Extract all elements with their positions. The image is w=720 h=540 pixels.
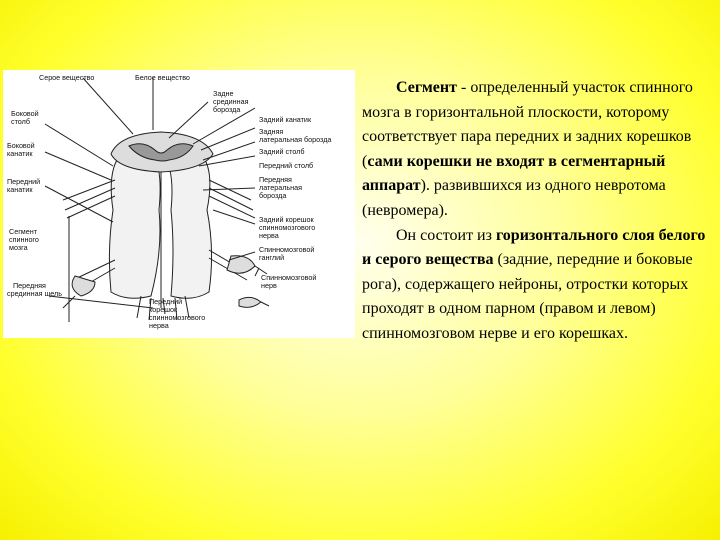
label-spinal-ganglion-1: Спинномозговой (259, 245, 315, 254)
label-posterolateral-sulcus-2: латеральная борозда (259, 135, 332, 144)
label-anterior-root-3: спинномозгового (149, 313, 206, 322)
paragraph-composition (362, 224, 707, 347)
term-segment: Сегмент (396, 79, 457, 96)
label-anterior-funiculus-1: Передний (7, 177, 41, 186)
label-anterolateral-sulcus-2: латеральная (259, 183, 303, 192)
label-segment-1: Сегмент (9, 227, 38, 236)
label-anterior-root-1: Передний (149, 297, 183, 306)
label-posterior-root-3: нерва (259, 231, 279, 240)
label-posterior-funiculus: Задний канатик (259, 115, 312, 124)
label-posterior-root-2: спинномозгового (259, 223, 316, 232)
label-anterior-root-2: корешок (149, 305, 178, 314)
label-lateral-column-2: столб (11, 117, 30, 126)
label-anterior-median-fissure-2: срединная щель (7, 289, 62, 298)
label-segment-3: мозга (9, 243, 28, 252)
slide-text (362, 76, 707, 347)
label-posterior-median-sulcus-3: борозда (213, 105, 241, 114)
label-posterolateral-sulcus-1: Задняя (259, 127, 284, 136)
roots-note: сами корешки не входят в сегментарный аппарат (362, 152, 666, 195)
composition-emphasis: горизонтального слоя белого и серого вещества (362, 226, 706, 269)
label-spinal-nerve-1: Спинномозговой (261, 273, 317, 282)
paragraph-segment-definition (362, 76, 707, 224)
label-gray-matter: Серое вещество (39, 73, 95, 82)
label-anterolateral-sulcus-1: Передняя (259, 175, 292, 184)
definition-end: ). развившихся из одного невротома (невромера). (362, 177, 666, 219)
label-anterior-funiculus-2: канатик (7, 185, 33, 194)
label-lateral-column-1: Боковой (11, 109, 39, 118)
label-posterior-horn: Задний столб (259, 147, 305, 156)
label-anterolateral-sulcus-3: борозда (259, 191, 287, 200)
label-anterior-median-fissure-1: Передняя (13, 281, 46, 290)
label-posterior-median-sulcus-1: Задне (213, 89, 234, 98)
label-segment-2: спинного (9, 235, 39, 244)
spinal-cord-segment-figure (3, 70, 355, 338)
label-white-matter: Белое вещество (135, 73, 190, 82)
label-spinal-nerve-2: нерв (261, 281, 277, 290)
composition-end: (задние, передние и боковые рога), содержащего нейроны, отростки которых проходят в одном парном (правом и левом) спинномозговом нерве и его корешках. (362, 251, 693, 342)
label-lateral-funiculus-1: Боковой (7, 141, 35, 150)
definition-text: - определенный участок спинного мозга в горизонтальной плоскости, которому соответствует пара передних и задних корешков ( (362, 79, 693, 170)
label-spinal-ganglion-2: ганглий (259, 253, 285, 262)
label-lateral-funiculus-2: канатик (7, 149, 33, 158)
label-posterior-root-1: Задний корешок (259, 215, 314, 224)
label-anterior-horn: Передний столб (259, 161, 314, 170)
label-anterior-root-4: нерва (149, 321, 169, 330)
composition-start: Он состоит из (396, 226, 496, 244)
label-posterior-median-sulcus-2: срединная (213, 97, 249, 106)
